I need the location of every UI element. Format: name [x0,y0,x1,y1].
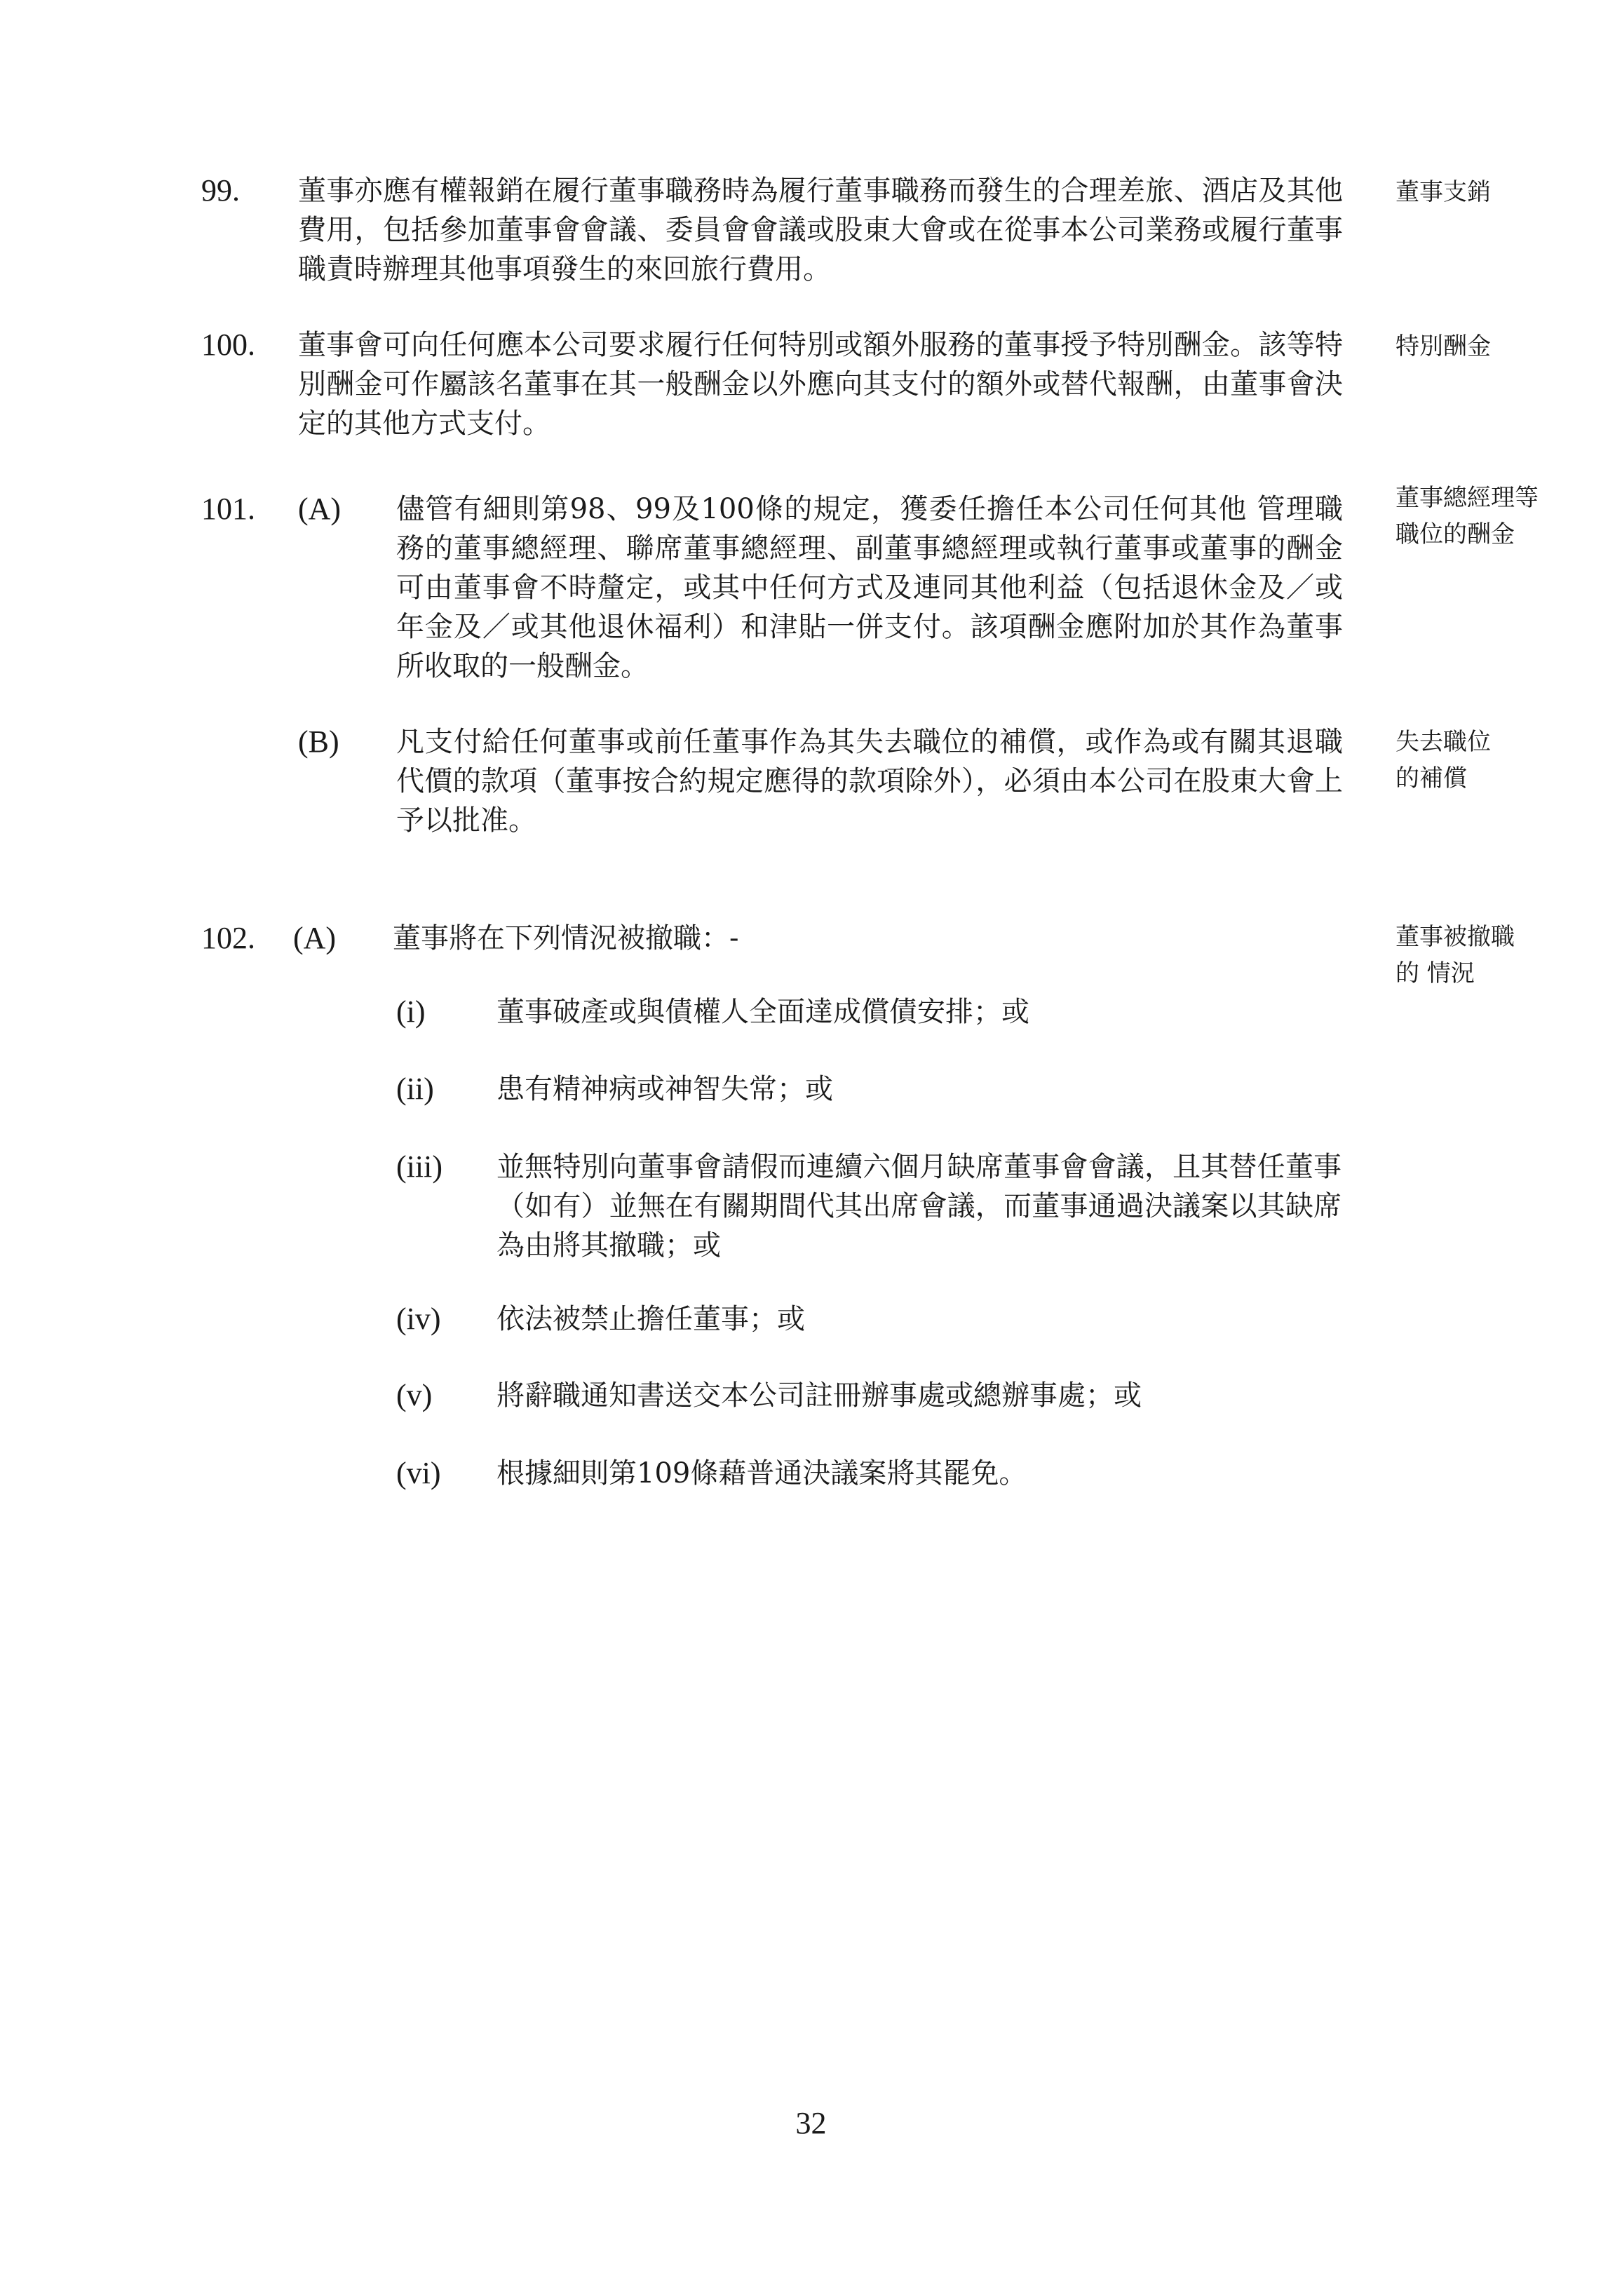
article-number: 100. [201,327,255,362]
margin-note: 董事總經理等 職位的酬金 [1395,484,1539,548]
list-item-label: (iii) [396,1149,442,1184]
list-item-label: (vi) [396,1456,441,1490]
list-item-text: 將辭職通知書送交本公司註冊辦事處或總辦事處；或 [496,1379,1142,1412]
clause-text: 儘管有細則第98、99及100條的規定，獲委任擔任本公司任何其他 管理職務的董事總經理、聯席董事總經理、副董事總經理或執行董事或董事的酬金可由董事會不時釐定，或其中任何方式及連同其他利益（包括退休金及／或年金及／或其他退休福利）和津貼一併支付。該項酬金應附加於其作為董事所收取的一般酬金。 [396,493,1343,682]
article-text: 董事會可向任何應本公司要求履行任何特別或額外服務的董事授予特別酬金。該等特別酬金可作屬該名董事在其一般酬金以外應向其支付的額外或替代報酬，由董事會決定的其他方式支付。 [298,329,1343,440]
clause-label: (B) [298,724,339,759]
list-item-label: (iv) [396,1302,441,1336]
list-item-text: 依法被禁止擔任董事；或 [496,1303,805,1335]
list-item-label: (v) [396,1378,433,1412]
clause-label: (A) [293,921,337,955]
clause-label: (A) [298,492,342,526]
article-number: 101. [201,492,255,526]
list-item-label: (ii) [396,1072,434,1106]
clause-text: 凡支付給任何董事或前任董事作為其失去職位的補償，或作為或有關其退職代價的款項（董事按合約規定應得的款項除外），必須由本公司在股東大會上予以批准。 [396,726,1343,837]
margin-note: 董事支銷 [1395,178,1491,206]
article-number: 102. [201,921,255,955]
article-text: 董事亦應有權報銷在履行董事職務時為履行董事職務而發生的合理差旅、酒店及其他費用，包括參加董事會會議、委員會會議或股東大會或在從事本公司業務或履行董事職責時辦理其他事項發生的來回旅行費用。 [298,175,1343,285]
margin-note: 失去職位的補償 [1395,728,1491,792]
list-item-text: 並無特別向董事會請假而連續六個月缺席董事會會議，且其替任董事（如有）並無在有關期間代其出席會議，而董事通過決議案以其缺席為由將其撤職；或 [496,1151,1341,1262]
list-item-text: 董事破產或與債權人全面達成償債安排；或 [496,996,1029,1028]
margin-note: 董事被撤職的 情況 [1395,923,1515,987]
list-item-text: 患有精神病或神智失常；或 [496,1073,833,1105]
article-number: 99. [201,173,240,208]
list-item-text: 根據細則第109條藉普通決議案將其罷免。 [496,1457,1027,1490]
list-item-label: (i) [396,994,426,1029]
clause-text: 董事將在下列情況被撤職：- [393,922,739,954]
margin-note: 特別酬金 [1395,332,1491,360]
page-number: 32 [795,2106,827,2140]
